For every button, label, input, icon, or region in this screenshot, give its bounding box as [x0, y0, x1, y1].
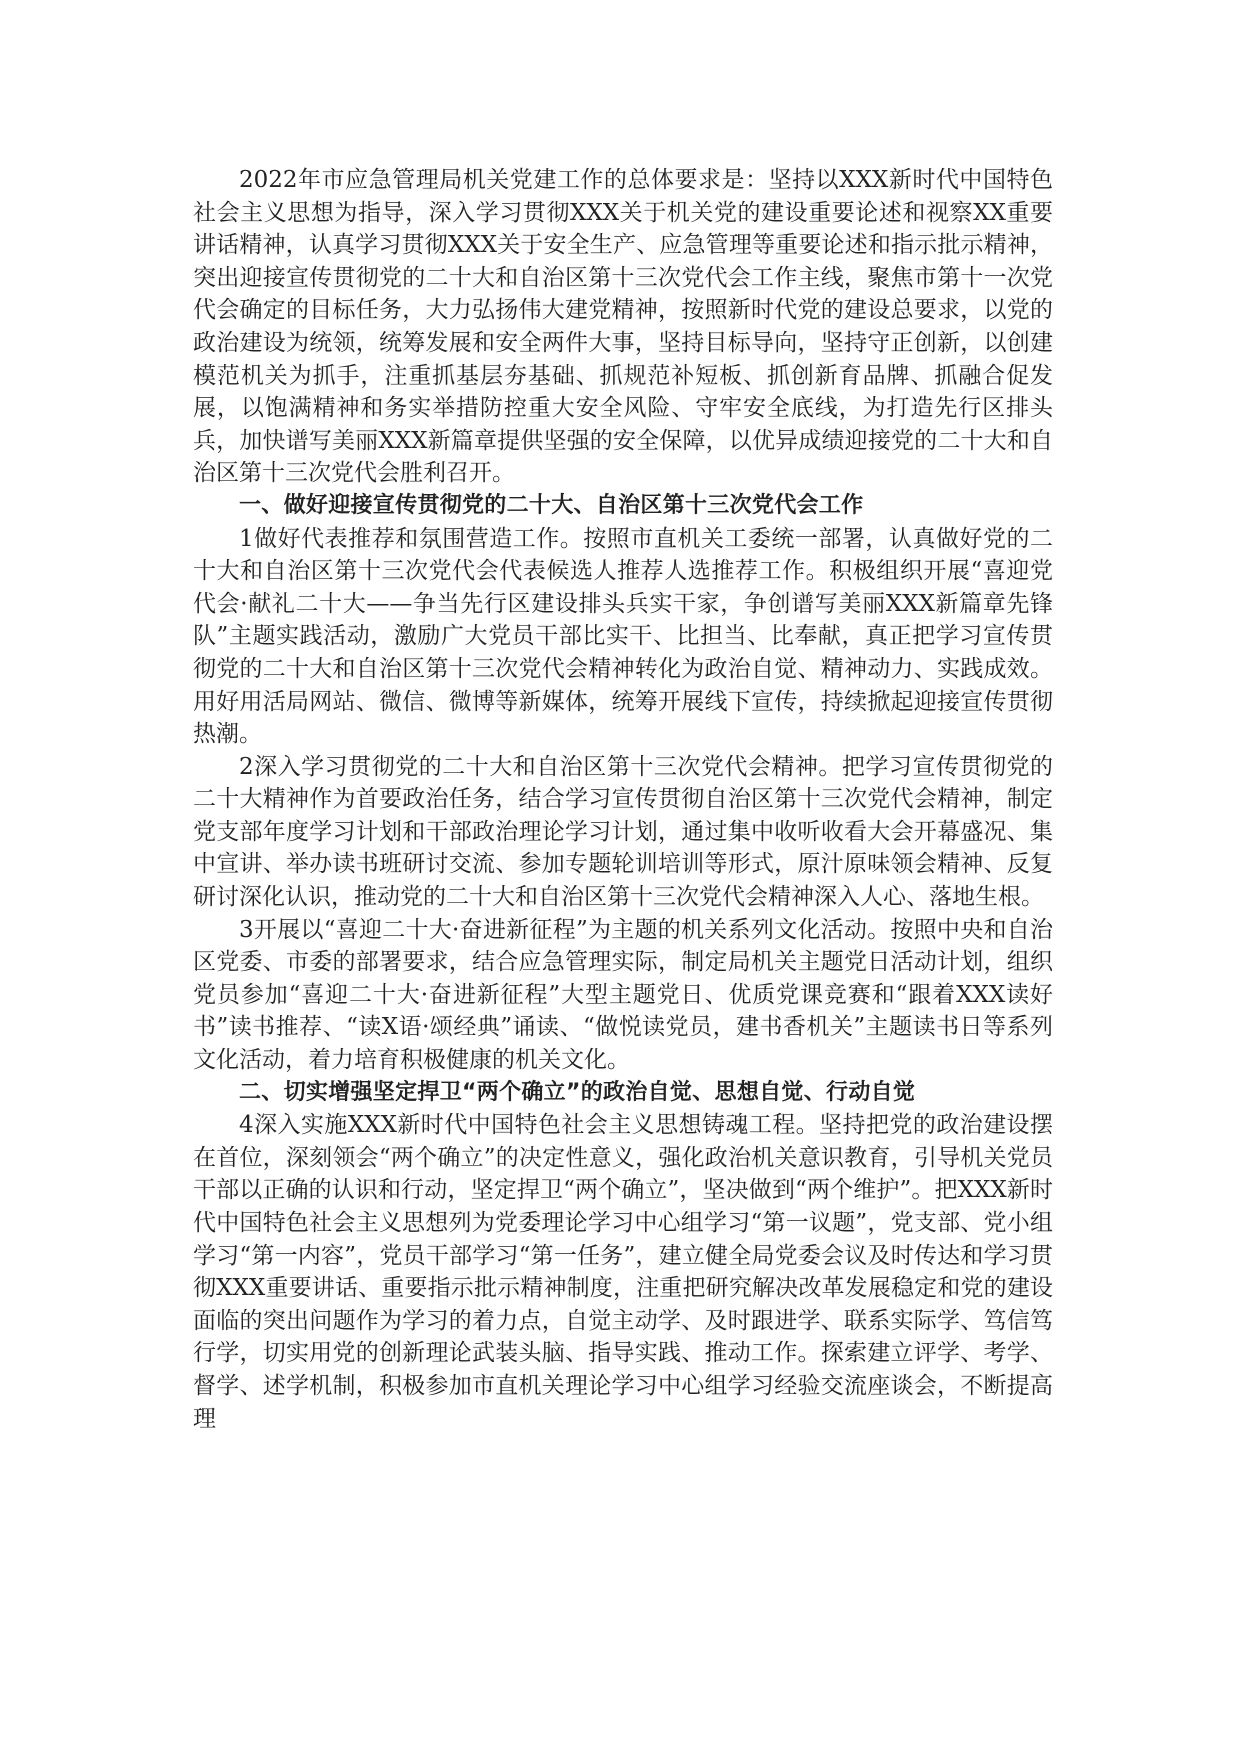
item-2-paragraph: 2深入学习贯彻党的二十大和自治区第十三次党代会精神。把学习宣传贯彻党的二十大精神作为首要政治任务，结合学习宣传贯彻自治区第十三次党代会精神，制定党支部年度学习计划和干部政治理论学习计划，通过集中收听收看大会开幕盛况、集中宣讲、举办读书班研讨交流、参加专题轮训培训等形式，原汁原味领会精神、反复研讨深化认识，推动党的二十大和自治区第十三次党代会精神深入人心、落地生根。: [193, 753, 1053, 911]
intro-paragraph: 2022年市应急管理局机关党建工作的总体要求是：坚持以XXX新时代中国特色社会主义思想为指导，深入学习贯彻XXX关于机关党的建设重要论述和视察XX重要讲话精神，认真学习贯彻XXX关于安全生产、应急管理等重要论述和指示批示精神，突出迎接宣传贯彻党的二十大和自治区第十三次党代会工作主线，聚焦市第十一次党代会确定的目标任务，大力弘扬伟大建党精神，按照新时代党的建设总要求，以党的政治建设为统领，统筹发展和安全两件大事，坚持目标导向，坚持守正创新，以创建模范机关为抓手，注重抓基层夯基础、抓规范补短板、抓创新育品牌、抓融合促发展，以饱满精神和务实举措防控重大安全风险、守牢安全底线，为打造先行区排头兵，加快谱写美丽XXX新篇章提供坚强的安全保障，以优异成绩迎接党的二十大和自治区第十三次党代会胜利召开。: [193, 167, 1053, 487]
document-page: [193, 164, 1053, 1435]
section-2-heading: 二、切实增强坚定捍卫“两个确立”的政治自觉、思想自觉、行动自觉: [239, 1079, 916, 1105]
item-3-paragraph: 3开展以“喜迎二十大·奋进新征程”为主题的机关系列文化活动。按照中央和自治区党委、市委的部署要求，结合应急管理实际，制定局机关主题党日活动计划，组织党员参加“喜迎二十大·奋进新征程”大型主题党日、优质党课竞赛和“跟着XXX读好书”读书推荐、“读X语·颂经典”诵读、“做悦读党员，建书香机关”主题读书日等系列文化活动，着力培育积极健康的机关文化。: [193, 916, 1053, 1074]
section-1-heading: 一、做好迎接宣传贯彻党的二十大、自治区第十三次党代会工作: [239, 492, 864, 518]
item-4-paragraph: 4深入实施XXX新时代中国特色社会主义思想铸魂工程。坚持把党的政治建设摆在首位，深刻领会“两个确立”的决定性意义，强化政治机关意识教育，引导机关党员干部以正确的认识和行动，坚定捍卫“两个确立”，坚决做到“两个维护”。把XXX新时代中国特色社会主义思想列为党委理论学习中心组学习“第一议题”，党支部、党小组学习“第一内容”，党员干部学习“第一任务”，建立健全局党委会议及时传达和学习贯彻XXX重要讲话、重要指示批示精神制度，注重把研究解决改革发展稳定和党的建设面临的突出问题作为学习的着力点，自觉主动学、及时跟进学、联系实际学、笃信笃行学，切实用党的创新理论武装头脑、指导实践、推动工作。探索建立评学、考学、督学、述学机制，积极参加市直机关理论学习中心组学习经验交流座谈会，不断提高理: [193, 1112, 1053, 1432]
item-1-paragraph: 1做好代表推荐和氛围营造工作。按照市直机关工委统一部署，认真做好党的二十大和自治区第十三次党代会代表候选人推荐人选推荐工作。积极组织开展“喜迎党代会·献礼二十大——争当先行区建设排头兵实干家，争创谱写美丽XXX新篇章先锋队”主题实践活动，激励广大党员干部比实干、比担当、比奉献，真正把学习宣传贯彻党的二十大和自治区第十三次党代会精神转化为政治自觉、精神动力、实践成效。用好用活局网站、微信、微博等新媒体，统筹开展线下宣传，持续掀起迎接宣传贯彻热潮。: [193, 525, 1053, 748]
